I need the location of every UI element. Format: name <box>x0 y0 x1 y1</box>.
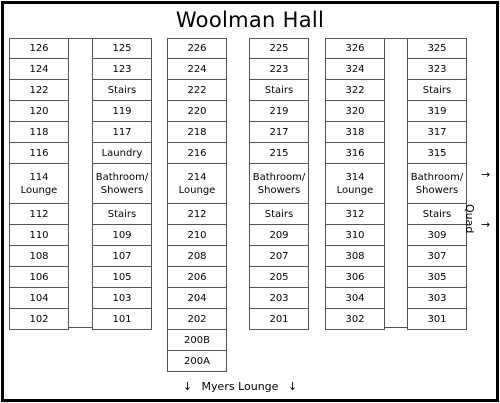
room-cell: 106 <box>9 267 69 288</box>
room-cell: 209 <box>249 225 309 246</box>
room-cell: 307 <box>407 246 467 267</box>
room-cell: 105 <box>92 267 152 288</box>
room-cell: 202 <box>167 309 227 330</box>
room-cell: 210 <box>167 225 227 246</box>
room-cell: 107 <box>92 246 152 267</box>
room-cell: 215 <box>249 143 309 164</box>
room-cell: 114 Lounge <box>9 164 69 204</box>
room-cell: 216 <box>167 143 227 164</box>
room-cell: 125 <box>92 38 152 59</box>
arrow-down-icon: ↓ <box>182 380 193 393</box>
room-cell: 218 <box>167 122 227 143</box>
room-cell: 104 <box>9 288 69 309</box>
arrow-right-icon: → <box>481 168 491 181</box>
room-cell: 324 <box>325 59 385 80</box>
room-cell: Stairs <box>92 204 152 225</box>
room-cell: 223 <box>249 59 309 80</box>
map-title: Woolman Hall <box>175 8 325 32</box>
room-cell: 301 <box>407 309 467 330</box>
room-cell: 126 <box>9 38 69 59</box>
room-cell: 220 <box>167 101 227 122</box>
room-cell: 124 <box>9 59 69 80</box>
myers-lounge-label: Myers Lounge <box>201 380 279 393</box>
room-cell: 109 <box>92 225 152 246</box>
room-cell: 122 <box>9 80 69 101</box>
room-cell: 203 <box>249 288 309 309</box>
room-cell: 314 Lounge <box>325 164 385 204</box>
room-cell: 219 <box>249 101 309 122</box>
room-cell: 226 <box>167 38 227 59</box>
room-cell: Laundry <box>92 143 152 164</box>
room-cell: 224 <box>167 59 227 80</box>
room-cell: 316 <box>325 143 385 164</box>
hallway-wing-100 <box>69 38 92 328</box>
myers-lounge-direction <box>0 380 480 393</box>
arrow-down-icon: ↓ <box>287 380 298 393</box>
room-cell: 310 <box>325 225 385 246</box>
room-cell: 309 <box>407 225 467 246</box>
room-cell: 318 <box>325 122 385 143</box>
room-cell: 200B <box>167 330 227 351</box>
room-cell: 200A <box>167 351 227 372</box>
room-cell: 320 <box>325 101 385 122</box>
room-cell: 205 <box>249 267 309 288</box>
column-300-west <box>325 38 385 330</box>
room-cell: Stairs <box>407 204 467 225</box>
room-cell: 306 <box>325 267 385 288</box>
room-cell: 315 <box>407 143 467 164</box>
room-cell: 217 <box>249 122 309 143</box>
room-cell: 119 <box>92 101 152 122</box>
room-cell: 308 <box>325 246 385 267</box>
room-cell: 214 Lounge <box>167 164 227 204</box>
room-cell: Stairs <box>92 80 152 101</box>
room-cell: Bathroom/ Showers <box>249 164 309 204</box>
room-cell: 101 <box>92 309 152 330</box>
room-cell: 302 <box>325 309 385 330</box>
column-100-east <box>92 38 152 330</box>
room-cell: 326 <box>325 38 385 59</box>
room-cell: Stairs <box>407 80 467 101</box>
room-cell: 212 <box>167 204 227 225</box>
room-cell: 312 <box>325 204 385 225</box>
room-cell: Bathroom/ Showers <box>92 164 152 204</box>
room-cell: 207 <box>249 246 309 267</box>
column-200-east <box>249 38 309 330</box>
room-cell: 208 <box>167 246 227 267</box>
room-cell: 304 <box>325 288 385 309</box>
room-cell: 120 <box>9 101 69 122</box>
room-cell: 103 <box>92 288 152 309</box>
room-cell: 303 <box>407 288 467 309</box>
room-cell: Bathroom/ Showers <box>407 164 467 204</box>
room-cell: Stairs <box>249 80 309 101</box>
room-cell: Stairs <box>249 204 309 225</box>
quad-direction <box>463 168 496 238</box>
room-cell: 110 <box>9 225 69 246</box>
room-cell: 117 <box>92 122 152 143</box>
room-cell: 118 <box>9 122 69 143</box>
room-cell: 206 <box>167 267 227 288</box>
room-cell: 102 <box>9 309 69 330</box>
room-cell: 322 <box>325 80 385 101</box>
room-cell: 225 <box>249 38 309 59</box>
room-cell: 108 <box>9 246 69 267</box>
quad-label: Quad <box>463 204 476 234</box>
room-cell: 112 <box>9 204 69 225</box>
room-cell: 204 <box>167 288 227 309</box>
room-cell: 317 <box>407 122 467 143</box>
column-100-west <box>9 38 69 330</box>
column-300-east <box>407 38 467 330</box>
room-cell: 305 <box>407 267 467 288</box>
room-cell: 323 <box>407 59 467 80</box>
room-cell: 201 <box>249 309 309 330</box>
room-cell: 116 <box>9 143 69 164</box>
room-cell: 319 <box>407 101 467 122</box>
arrow-right-icon: → <box>481 218 491 231</box>
room-cell: 123 <box>92 59 152 80</box>
room-cell: 325 <box>407 38 467 59</box>
column-200-west <box>167 38 227 372</box>
hallway-wing-300 <box>385 38 408 328</box>
room-cell: 222 <box>167 80 227 101</box>
